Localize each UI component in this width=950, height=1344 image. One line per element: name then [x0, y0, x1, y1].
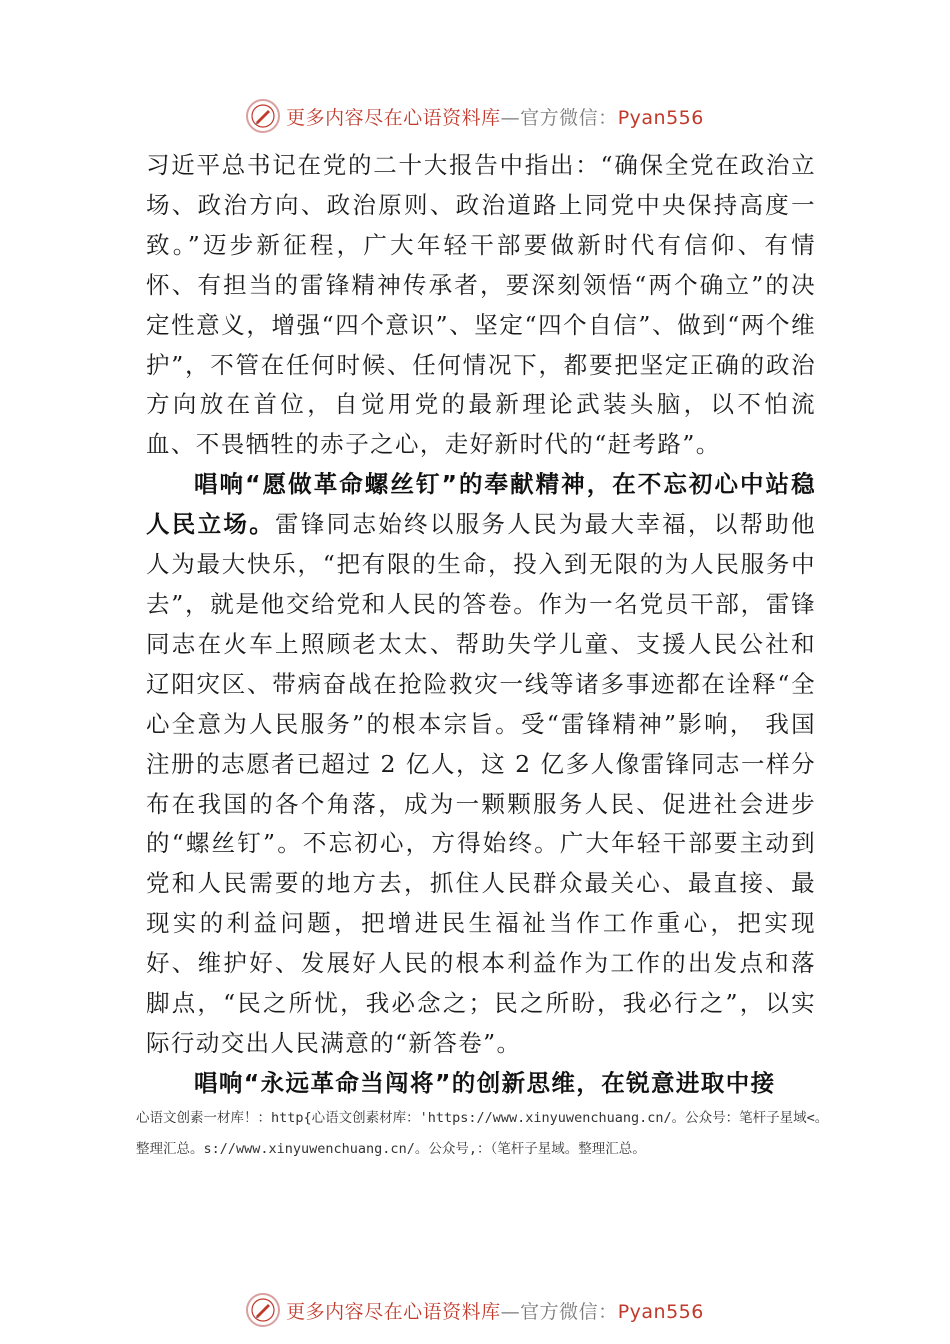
paragraph-3: [146, 1064, 816, 1104]
footer-note: 心语文创素一材库！：http{心语文创素材库：'https://www.xinyuwenchuang.cn/。公众号：笔杆子星域<。整理汇总。s://www.xinyuwenchuang.cn/。公众号,：（笔杆子星域。整理汇总。: [136, 1110, 829, 1157]
article-body: [146, 146, 816, 1104]
paragraph-2-text: 雷锋同志始终以服务人民为最大幸福，以帮助他人为最大快乐，“把有限的生命，投入到无限的为人民服务中去”，就是他交给党和人民的答卷。作为一名党员干部，雷锋同志在火车上照顾老太太、帮助失学儿童、支援人民公社和辽阳灾区、带病奋战在抢险救灾一线等诸多事迹都在诠释“全心全意为人民服务”的根本宗旨。受“雷锋精神”影响， 我国注册的志愿者已超过 2 亿人，这 2 亿多人像雷锋同志一样分布在我国的各个角落，成为一颗颗服务人民、促进社会进步的“螺丝钉”。不忘初心，方得始终。广大年轻干部要主动到党和人民需要的地方去，抓住人民群众最关心、最直接、最现实的利益问题，把增进民生福祉当作工作重心，把实现好、维护好、发展好人民的根本利益作为工作的出发点和落脚点，“民之所忧，我必念之；民之所盼，我必行之”，以实际行动交出人民满意的“新答卷”。: [146, 510, 817, 1057]
footer-banner-separator: —: [500, 1300, 521, 1323]
footer-banner-text: [286, 1297, 704, 1324]
paragraph-2: [146, 465, 816, 1064]
pen-seal-icon: [246, 1293, 280, 1327]
footer-banner-sub: 官方微信：: [520, 1300, 618, 1323]
footer-banner-wechat-id: Pyan556: [617, 1300, 704, 1323]
banner-separator: —: [500, 106, 521, 129]
paragraph-2-lead: 唱响“愿做革命螺丝钉”的奉献精神，在不忘初心中站稳人民立场。: [146, 470, 816, 539]
banner-sub: 官方微信：: [520, 106, 618, 129]
pen-seal-icon: [246, 99, 280, 133]
banner-main: 更多内容尽在心语资料库: [286, 106, 501, 129]
header-banner-text: [286, 103, 704, 130]
header-banner: [0, 96, 950, 136]
footer-banner-main: 更多内容尽在心语资料库: [286, 1300, 501, 1323]
paragraph-1: [146, 146, 816, 465]
paragraph-1-text: 习近平总书记在党的二十大报告中指出：“确保全党在政治立场、政治方向、政治原则、政治道路上同党中央保持高度一致。”迈步新征程，广大年轻干部要做新时代有信仰、有情怀、有担当的雷锋精神传承者，要深刻领悟“两个确立”的决定性意义，增强“四个意识”、坚定“四个自信”、做到“两个维护”，不管在任何时候、任何情况下，都要把坚定正确的政治方向放在首位，自觉用党的最新理论武装头脑，以不怕流血、不畏牺牲的赤子之心，走好新时代的“赶考路”。: [146, 151, 816, 459]
paragraph-3-lead: 唱响“永远革命当闯将”的创新思维，在锐意进取中接: [194, 1068, 776, 1097]
footer-banner: [0, 1290, 950, 1330]
banner-wechat-id: Pyan556: [617, 106, 704, 129]
